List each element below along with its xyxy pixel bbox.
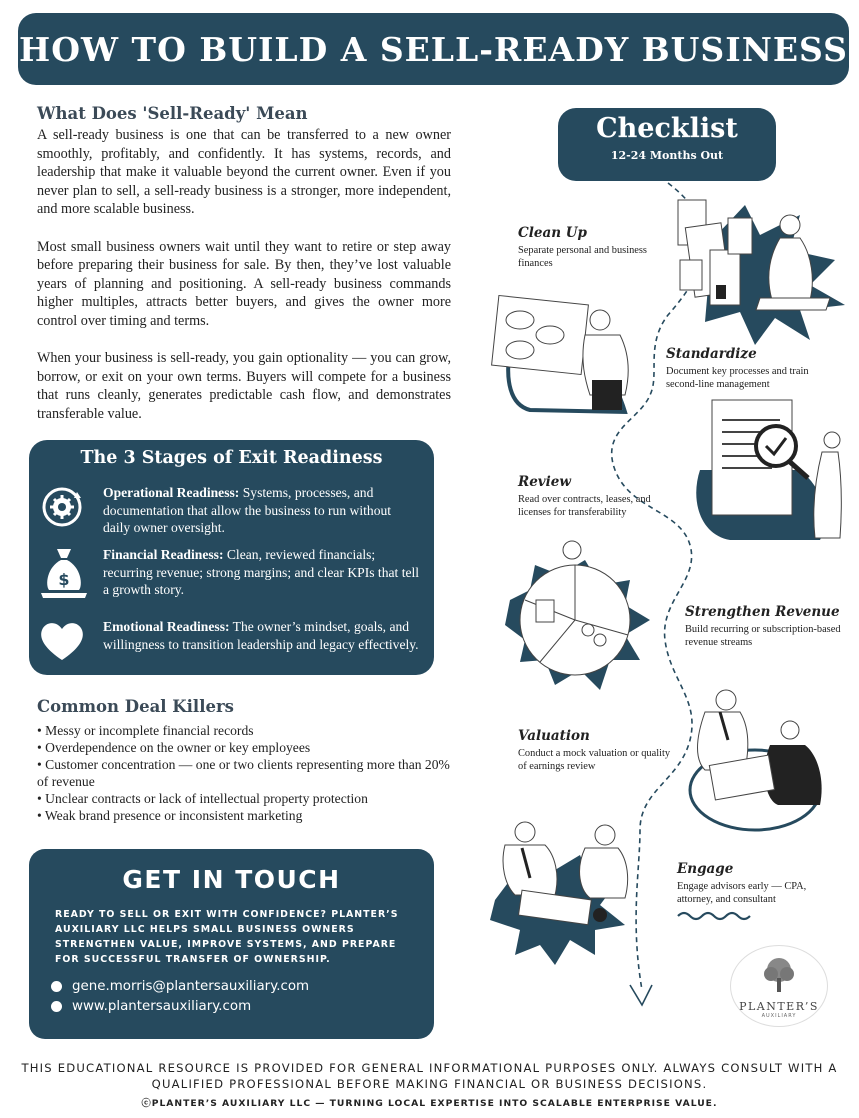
title-banner [18, 13, 849, 85]
bullet-icon [51, 1001, 62, 1012]
step-standardize [666, 346, 826, 391]
step-description: Engage advisors early — CPA, attorney, and consultant [677, 881, 807, 905]
step-description: Read over contracts, leases, and licenses for transferability [518, 494, 651, 518]
money-bag-icon [39, 545, 89, 599]
stage-text: Clean, reviewed financials; recurring revenue; strong margins; and clear KPIs that tell a growth story. [103, 547, 420, 598]
copyright-icon: ⓒ [141, 1098, 152, 1109]
step-review [518, 474, 678, 519]
clean-up-illustration [678, 200, 845, 345]
step-title: Review [518, 474, 571, 490]
company-logo [730, 945, 828, 1027]
step-valuation [518, 728, 678, 773]
contact-email-row[interactable] [51, 979, 309, 994]
review-illustration [696, 400, 841, 540]
arrow-head [630, 985, 652, 1005]
list-item: • Overdependence on the owner or key employees [37, 739, 452, 756]
stages-title: The 3 Stages of Exit Readiness [80, 448, 383, 468]
contact-website-link[interactable]: www.plantersauxiliary.com [72, 999, 252, 1014]
valuation-illustration [690, 690, 822, 830]
footer-tagline [0, 1095, 859, 1109]
footer-tagline-text: PLANTER’S AUXILIARY LLC — TURNING LOCAL EXPERTISE INTO SCALABLE ENTERPRISE VALUE. [151, 1098, 718, 1109]
checklist-subtitle: 12-24 Months Out [610, 149, 724, 162]
page-title: HOW TO BUILD A SELL-READY BUSINESS [19, 29, 848, 69]
stage-label: Financial Readiness: [103, 547, 224, 562]
contact-website-row[interactable] [51, 999, 251, 1014]
engage-illustration [490, 822, 628, 965]
step-engage [677, 861, 837, 906]
logo-name: PLANTER’S [739, 1000, 819, 1013]
deal-killers-section [37, 697, 452, 824]
step-title: Engage [677, 861, 734, 877]
list-item: • Weak brand presence or inconsistent marketing [37, 807, 452, 824]
intro-paragraph: A sell-ready business is one that can be transferred to a new owner smoothly, profitably, and confidently. It has systems, records, and leadership that make it valuable beyond the current owner. Even if you never plan to sell, a sell-ready business is a stronger, more independent, and more scalable business. [37, 127, 451, 218]
bullet-icon [51, 981, 62, 992]
step-title: Valuation [518, 728, 590, 744]
strengthen-revenue-illustration [505, 541, 650, 690]
step-title: Strengthen Revenue [685, 604, 840, 620]
exit-readiness-panel [29, 440, 434, 675]
checklist-title: Checklist [596, 113, 738, 144]
step-clean-up [518, 225, 678, 270]
svg-text:$: $ [58, 570, 70, 589]
contact-title: GET IN TOUCH [122, 865, 341, 894]
footer [0, 1061, 859, 1109]
stage-label: Operational Readiness: [103, 485, 240, 500]
tree-icon [761, 956, 797, 996]
contact-email-link[interactable]: gene.morris@plantersauxiliary.com [72, 979, 310, 994]
deal-killers-heading: Common Deal Killers [37, 697, 234, 716]
checklist-header [558, 108, 776, 181]
contact-blurb: READY TO SELL OR EXIT WITH CONFIDENCE? PLANTER’S AUXILIARY LLC HELPS SMALL BUSINESS OWNERS STRENGTHEN VALUE, IMPROVE SYSTEMS, AND PREPARE FOR SUCCESSFUL TRANSFER OF OWNERSHIP. [55, 909, 399, 965]
gear-cycle-icon [39, 484, 85, 530]
stage-text: The owner’s mindset, goals, and willingness to transition leadership and legacy effectively. [103, 619, 419, 652]
step-description: Separate personal and business finances [518, 245, 647, 269]
stage-label: Emotional Readiness: [103, 619, 230, 634]
step-description: Document key processes and train second-line management [666, 366, 809, 390]
step-title: Clean Up [518, 225, 587, 241]
logo-sub: AUXILIARY [761, 1013, 797, 1019]
squiggle-decoration [678, 913, 750, 919]
heart-icon [39, 620, 85, 662]
step-description: Build recurring or subscription-based revenue streams [685, 624, 841, 648]
intro-section [37, 104, 451, 442]
stage-text: Systems, processes, and documentation that allow the business to run without daily owner oversight. [103, 485, 392, 536]
intro-paragraph: Most small business owners wait until they want to retire or step away before preparing their business for sale. By then, they’ve lost valuable years of planning and positioning. A sell-ready business commands higher multiples, attracts better buyers, and gives the owner more control over timing and terms. [37, 238, 451, 329]
step-description: Conduct a mock valuation or quality of earnings review [518, 748, 671, 772]
stage-operational [103, 484, 421, 537]
step-title: Standardize [666, 346, 757, 362]
stage-emotional [103, 618, 421, 653]
list-item: • Messy or incomplete financial records [37, 722, 452, 739]
stage-financial [103, 546, 421, 599]
intro-heading: What Does 'Sell-Ready' Mean [37, 104, 308, 123]
contact-panel [29, 849, 434, 1039]
standardize-illustration [492, 295, 629, 412]
step-strengthen-revenue [685, 604, 845, 649]
list-item: • Unclear contracts or lack of intellectual property protection [37, 790, 452, 807]
footer-disclaimer: THIS EDUCATIONAL RESOURCE IS PROVIDED FOR GENERAL INFORMATIONAL PURPOSES ONLY. ALWAYS CONSULT WITH A QUALIFIED PROFESSIONAL BEFORE MAKING FINANCIAL OR BUSINESS DECISIONS. [21, 1061, 838, 1091]
deal-killers-list [37, 722, 452, 824]
intro-paragraph: When your business is sell-ready, you gain optionality — you can grow, borrow, or exit on your own terms. Buyers will compete for a business that runs cleanly, generates predictable cash flow, and demonstrates transferable value. [37, 350, 451, 422]
list-item: • Customer concentration — one or two clients representing more than 20% of revenue [37, 756, 452, 790]
